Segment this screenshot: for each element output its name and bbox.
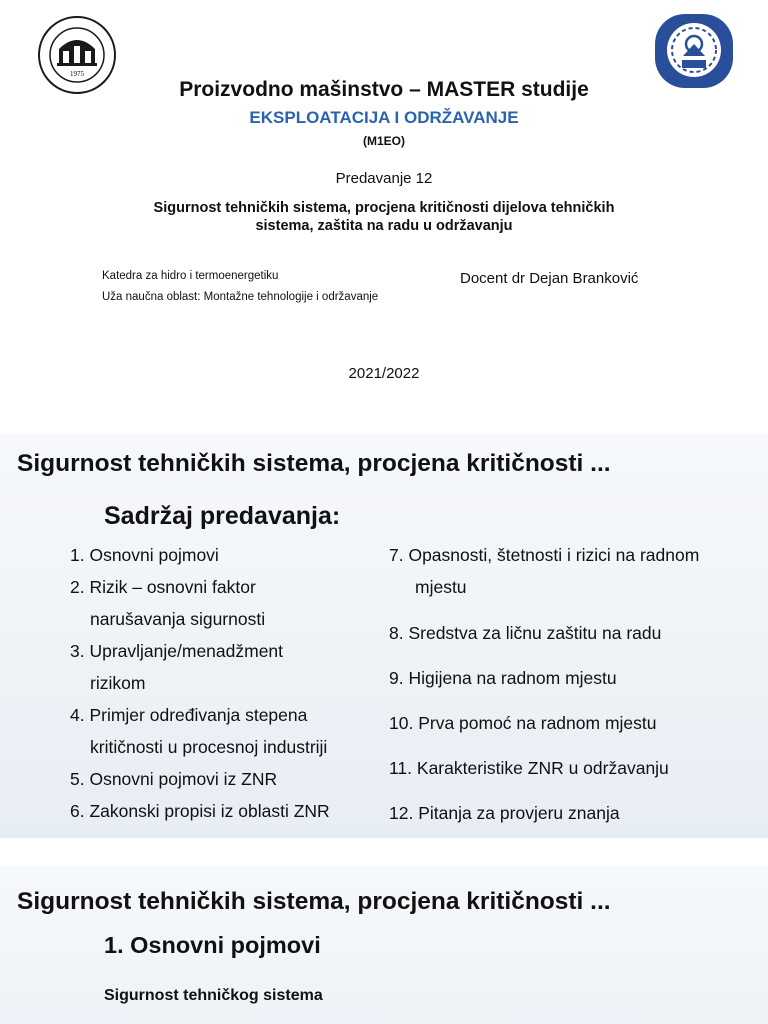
section-title: 1. Osnovni pojmovi <box>104 932 321 958</box>
slide-separator <box>0 838 768 866</box>
slide-heading: Sigurnost tehničkih sistema, procjena kritičnosti ... <box>17 450 611 477</box>
author: Docent dr Dejan Branković <box>460 270 639 287</box>
faculty-logo <box>655 14 733 88</box>
course-code: (M1EO) <box>363 134 405 148</box>
contents-slide <box>0 434 768 838</box>
department-info <box>102 266 378 308</box>
lecture-topic-line2: sistema, zaštita na radu u održavanju <box>255 218 513 234</box>
contents-list-left <box>70 539 385 827</box>
list-item: 12. Pitanja za provjeru znanja <box>389 803 620 823</box>
svg-text:1975: 1975 <box>70 70 84 78</box>
lecture-topic-line1: Sigurnost tehničkih sistema, procjena kritičnosti dijelova tehničkih <box>153 200 615 216</box>
definition-title: Sigurnost tehničkog sistema <box>104 987 323 1004</box>
lecture-topic <box>110 199 658 235</box>
list-item-continuation: mjestu <box>415 577 467 597</box>
lecture-number: Predavanje 12 <box>335 170 433 187</box>
list-item: 5. Osnovni pojmovi iz ZNR <box>70 769 278 789</box>
academic-year: 2021/2022 <box>348 365 420 382</box>
contents-title: Sadržaj predavanja: <box>104 502 341 530</box>
list-item: 1. Osnovni pojmovi <box>70 545 219 565</box>
title-slide <box>0 0 768 406</box>
cropped-text-line <box>104 1012 724 1024</box>
list-item: 11. Karakteristike ZNR u održavanju <box>389 758 669 778</box>
list-item: 10. Prva pomoć na radnom mjestu <box>389 713 657 733</box>
list-item: 6. Zakonski propisi iz oblasti ZNR <box>70 801 330 821</box>
list-item-continuation: narušavanja sigurnosti <box>90 609 266 629</box>
list-item-continuation: kritičnosti u procesnoj industriji <box>90 737 328 757</box>
program-title: Proizvodno mašinstvo – MASTER studije <box>179 78 589 101</box>
department: Katedra za hidro i termoenergetiku <box>102 270 279 282</box>
list-item: 3. Upravljanje/menadžment <box>70 641 284 661</box>
slide-separator <box>0 406 768 434</box>
list-item: 9. Higijena na radnom mjestu <box>389 668 617 688</box>
contents-list-right <box>389 539 759 829</box>
course-title: EKSPLOATACIJA I ODRŽAVANJE <box>249 108 519 127</box>
concepts-slide <box>0 866 768 1024</box>
list-item-continuation: rizikom <box>90 673 146 693</box>
list-item: 8. Sredstva za ličnu zaštitu na radu <box>389 623 662 643</box>
list-item: 4. Primjer određivanja stepena <box>70 705 308 725</box>
slide-heading: Sigurnost tehničkih sistema, procjena kritičnosti ... <box>17 888 611 915</box>
scientific-field: Uža naučna oblast: Montažne tehnologije i održavanje <box>102 291 379 303</box>
list-item: 2. Rizik – osnovni faktor <box>70 577 256 597</box>
list-item: 7. Opasnosti, štetnosti i rizici na radnom <box>389 545 700 565</box>
